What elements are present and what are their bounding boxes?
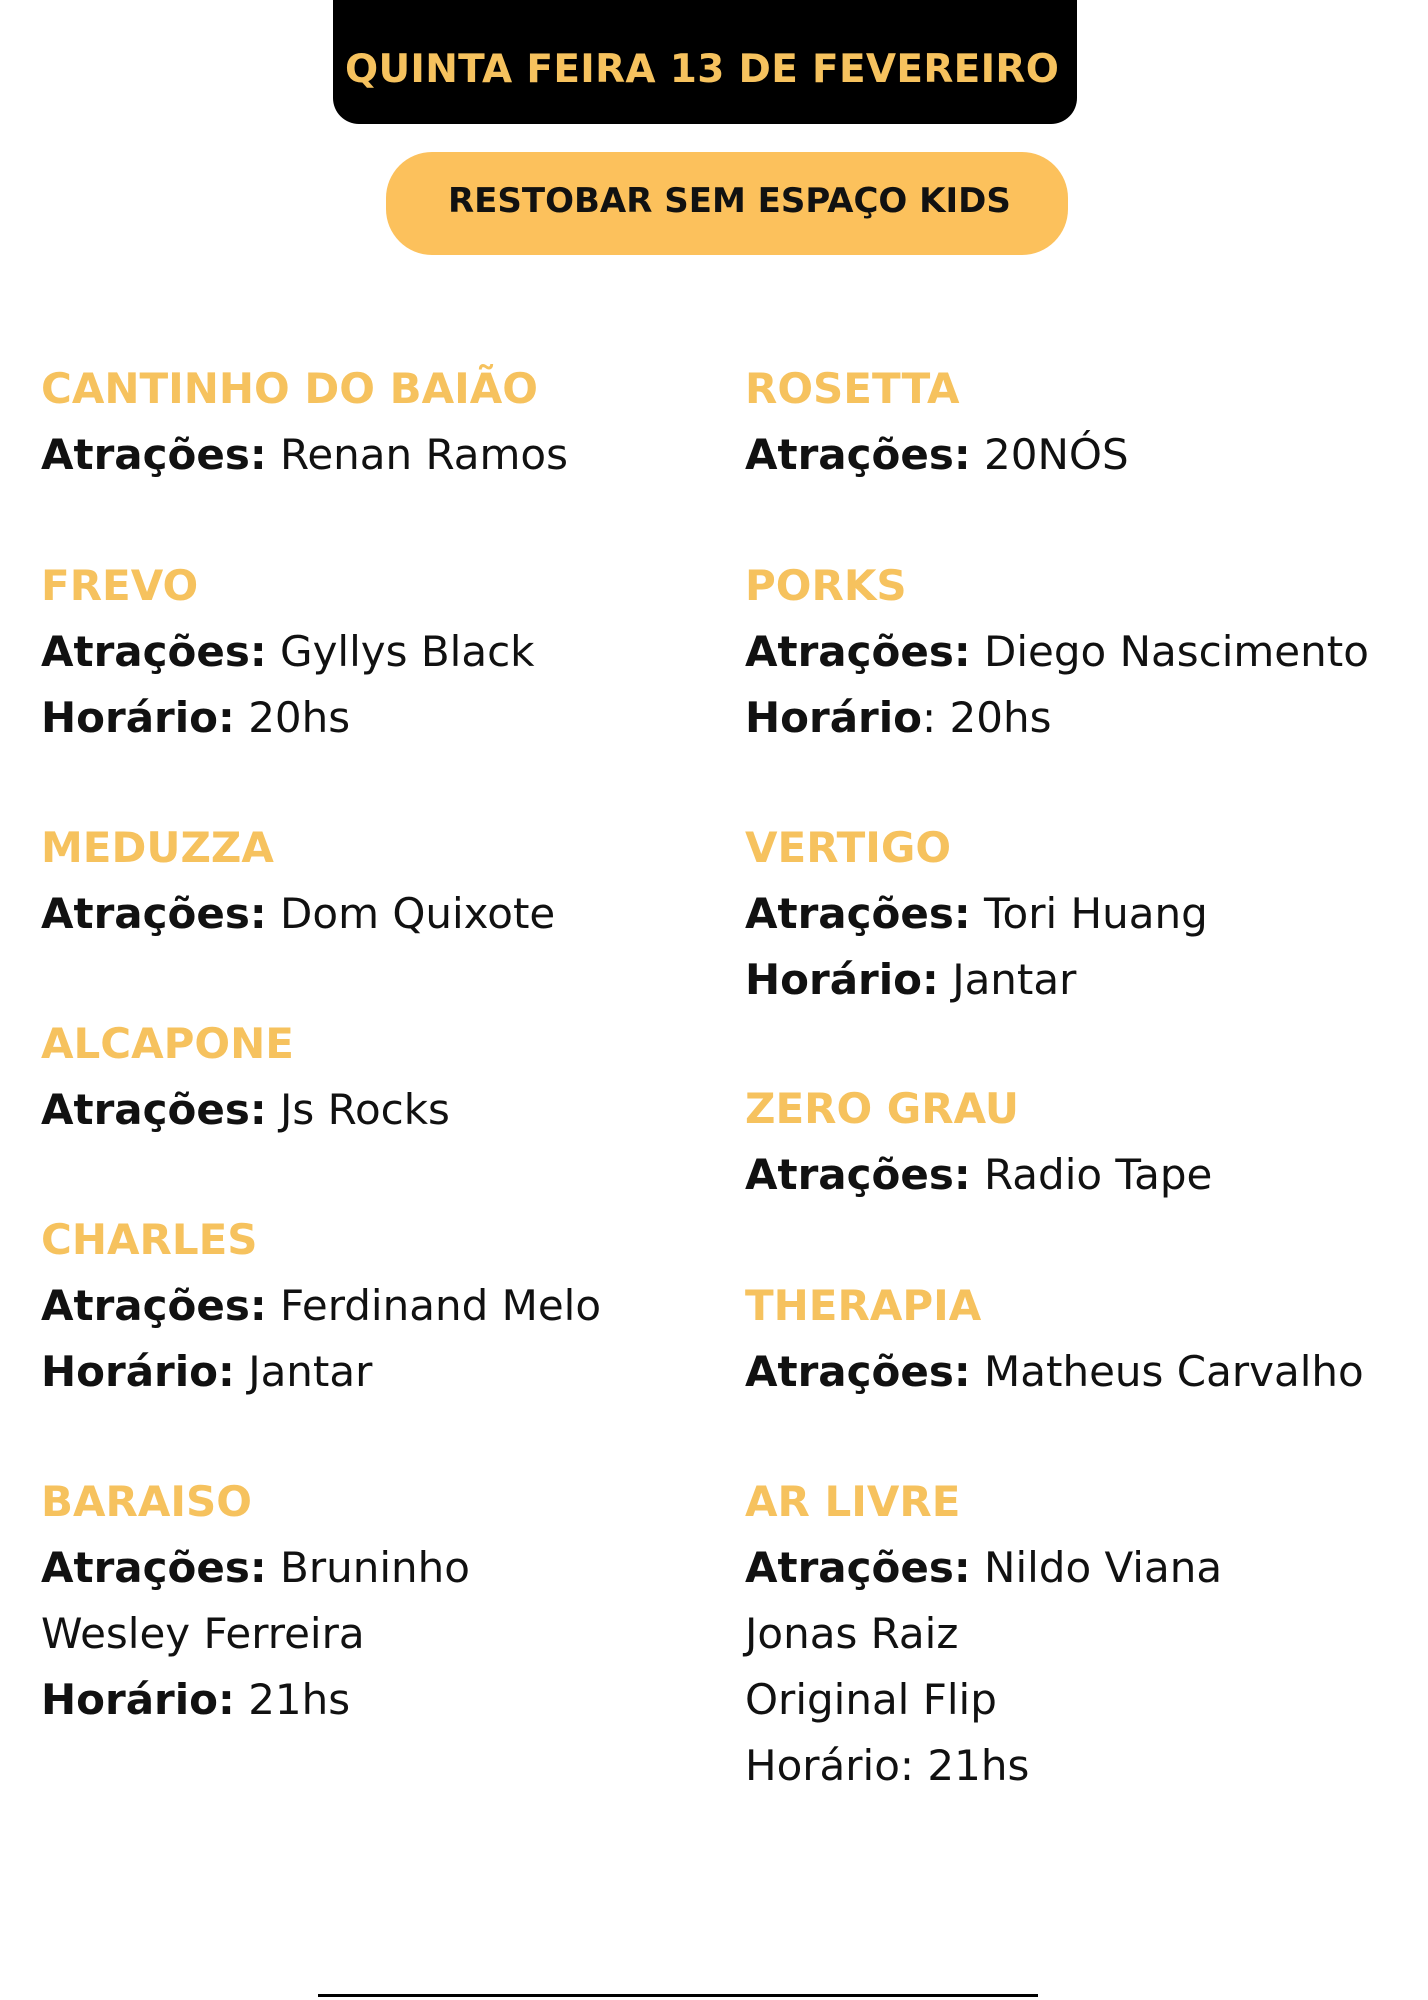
venue-name: CHARLES [41,1215,258,1264]
schedule-line [745,947,1425,1013]
attraction-value: Renan Ramos [280,430,568,479]
attraction-extra-line: Jonas Raiz [745,1609,959,1658]
venue-therapia [745,1273,1425,1405]
attractions-label: Atrações: [41,1085,267,1134]
attraction-extra-line: Original Flip [745,1675,997,1724]
attraction-value: Gyllys Black [280,627,535,676]
attraction-value: Js Rocks [280,1085,450,1134]
venue-ar-livre [745,1469,1425,1799]
venue-name: ZERO GRAU [745,1084,1019,1133]
attractions-label: Atrações: [41,1281,267,1330]
schedule-line [41,685,721,751]
attractions-label: Atrações: [745,1543,971,1592]
attractions-label: Atrações: [745,430,971,479]
attraction-value: Matheus Carvalho [984,1347,1364,1396]
attraction-value: Diego Nascimento [984,627,1369,676]
attractions-line [41,422,721,488]
schedule-value: Jantar [248,1347,373,1396]
venue-name: FREVO [41,561,199,610]
attractions-label: Atrações: [745,1150,971,1199]
venue-name: ROSETTA [745,364,960,413]
schedule-label: Horário: [41,1347,235,1396]
venue-charles [41,1207,721,1405]
venue-name: PORKS [745,561,907,610]
attractions-line [41,1077,721,1143]
venue-name: BARAISO [41,1477,252,1526]
category-pill-label: RESTOBAR SEM ESPAÇO KIDS [448,181,1011,221]
venue-frevo [41,553,721,751]
schedule-label: Horário: [41,1675,235,1724]
venue-name: VERTIGO [745,823,952,872]
attraction-value: Tori Huang [984,889,1208,938]
attraction-value: Ferdinand Melo [280,1281,602,1330]
venue-vertigo [745,815,1425,1013]
attractions-line [745,1535,1425,1601]
attractions-line [41,881,721,947]
attraction-value: Radio Tape [984,1150,1213,1199]
schedule-value: : 20hs [922,693,1052,742]
schedule-value: 21hs [248,1675,351,1724]
venue-name: MEDUZZA [41,823,274,872]
schedule-line [745,685,1425,751]
venue-name: ALCAPONE [41,1019,294,1068]
schedule-line [41,1339,721,1405]
attraction-value: Nildo Viana [984,1543,1223,1592]
schedule-label: Horário: [745,955,939,1004]
venue-meduzza [41,815,721,947]
attractions-line [41,1273,721,1339]
footer-divider [318,1994,1038,1997]
date-heading: QUINTA FEIRA 13 DE FEVEREIRO [345,47,1060,92]
schedule-value: 20hs [248,693,351,742]
schedule-line: Horário: 21hs [745,1741,1030,1790]
venue-name: CANTINHO DO BAIÃO [41,364,538,413]
attractions-line [41,619,721,685]
venue-name: AR LIVRE [745,1477,961,1526]
schedule-line [41,1667,721,1733]
attractions-label: Atrações: [745,889,971,938]
attractions-line [41,1535,721,1601]
attractions-line [745,1339,1425,1405]
schedule-label: Horário: [41,693,235,742]
attractions-label: Atrações: [41,627,267,676]
attractions-line [745,422,1425,488]
schedule-value: Jantar [952,955,1077,1004]
venue-zero-grau [745,1076,1425,1208]
attractions-label: Atrações: [41,430,267,479]
venue-cantinho-do-baiao [41,356,721,488]
attractions-label: Atrações: [41,889,267,938]
attraction-extra-line: Wesley Ferreira [41,1609,365,1658]
venue-alcapone [41,1011,721,1143]
attractions-line [745,619,1425,685]
venue-rosetta [745,356,1425,488]
attraction-value: Bruninho [280,1543,470,1592]
attractions-label: Atrações: [745,627,971,676]
schedule-label: Horário [745,693,923,742]
venue-baraiso [41,1469,721,1733]
attraction-value: Dom Quixote [280,889,556,938]
attractions-label: Atrações: [745,1347,971,1396]
venue-name: THERAPIA [745,1281,982,1330]
attraction-value: 20NÓS [984,430,1129,479]
attractions-line [745,881,1425,947]
attractions-label: Atrações: [41,1543,267,1592]
attractions-line [745,1142,1425,1208]
venue-porks [745,553,1425,751]
